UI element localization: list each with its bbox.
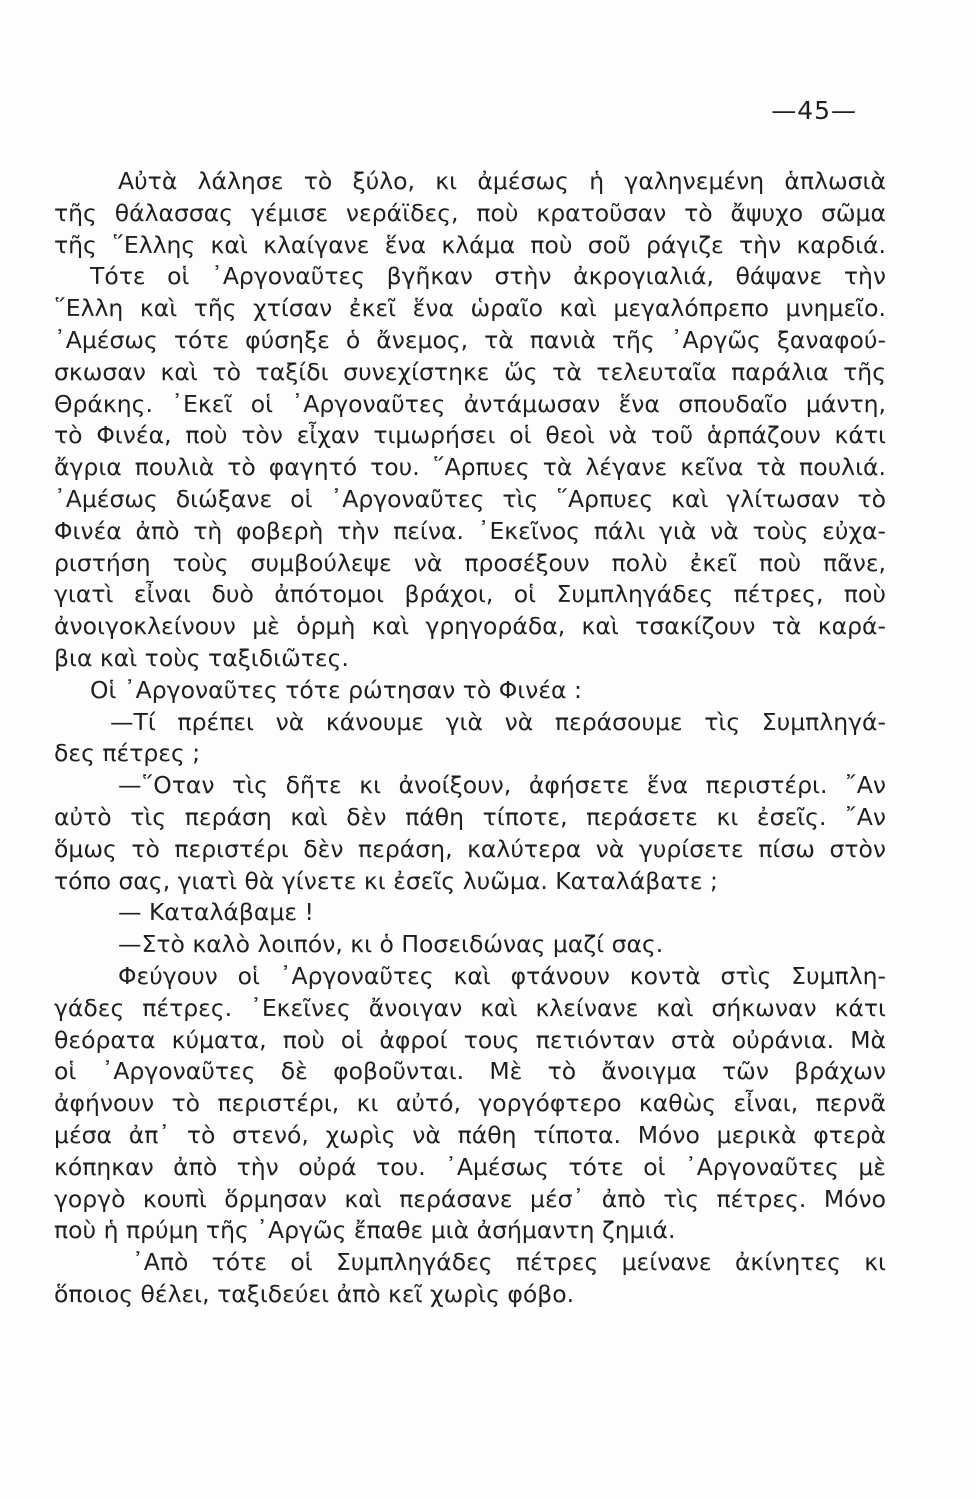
text-line: ᾽Απὸ τότε οἱ Συμπληγάδες πέτρες μείνανε ἀκίνητες κι (132, 1248, 886, 1277)
story-text (54, 166, 886, 1311)
text-line: τὸ Φινέα, ποὺ τὸν εἶχαν τιμωρήσει οἱ θεοὶ νὰ τοῦ ἁρπάζουν κάτι (54, 421, 886, 450)
text-line: ᾽Αμέσως διώξανε οἱ ᾽Αργοναῦτες τὶς ῞Αρπυες καὶ γλίτωσαν τὸ (54, 484, 886, 513)
text-line: Φεύγουν οἱ ᾽Αργοναῦτες καὶ φτάνουν κοντὰ στὶς Συμπλη- (118, 961, 886, 990)
text-line: βια καὶ τοὺς ταξιδιῶτες. (54, 643, 349, 672)
text-line: τῆς θάλασσας γέμισε νεράϊδες, ποὺ κρατοῦσαν τὸ ἄψυχο σῶμα (54, 198, 886, 227)
text-line: οἱ ᾽Αργοναῦτες δὲ φοβοῦνται. Μὲ τὸ ἄνοιγμα τῶν βράχων (54, 1057, 886, 1086)
text-line: θεόρατα κύματα, ποὺ οἱ ἀφροί τους πετιόνταν στὰ οὐράνια. Μὰ (54, 1025, 886, 1054)
text-line: γάδες πέτρες. ᾽Εκεῖνες ἄνοιγαν καὶ κλείνανε καὶ σήκωναν κάτι (54, 993, 886, 1022)
text-line: τῆς ῞Ελλης καὶ κλαίγανε ἕνα κλάμα ποὺ σοῦ ράγιζε τὴν καρδιά. (54, 230, 886, 259)
text-line: τόπο σας, γιατὶ θὰ γίνετε κι ἐσεῖς λυῶμα. Καταλάβατε ; (54, 866, 718, 895)
text-line: ποὺ ἡ πρύμη τῆς ᾽Αργῶς ἔπαθε μιὰ ἀσήμαντη ζημιά. (54, 1216, 676, 1245)
text-line: ᾽Αμέσως τότε φύσηξε ὁ ἄνεμος, τὰ πανιὰ τῆς ᾽Αργῶς ξαναφού- (54, 325, 886, 354)
text-line: μέσα ἀπ᾽ τὸ στενό, χωρὶς νὰ πάθη τίποτα. Μόνο μερικὰ φτερὰ (54, 1120, 886, 1149)
text-line: αὐτὸ τὶς περάση καὶ δὲν πάθη τίποτε, περάσετε κι ἐσεῖς. ῎Αν (54, 802, 886, 831)
text-line: Τότε οἱ ᾽Αργοναῦτες βγῆκαν στὴν ἀκρογιαλιά, θάψανε τὴν (90, 262, 886, 291)
text-line: ἀφήνουν τὸ περιστέρι, κι αὐτό, γοργόφτερο καθὼς εἶναι, περνᾶ (54, 1089, 886, 1118)
text-line: Φινέα ἀπὸ τὴ φοβερὴ τὴν πείνα. ᾽Εκεῖνος πάλι γιὰ νὰ τοὺς εὐχα- (54, 516, 886, 545)
text-line: —Στὸ καλὸ λοιπόν, κι ὁ Ποσειδώνας μαζί σας. (118, 930, 664, 959)
text-line: Αὐτὰ λάλησε τὸ ξύλο, κι ἀμέσως ἡ γαληνεμένη ἁπλωσιὰ (118, 167, 886, 195)
text-line: ὅποιος θέλει, ταξιδεύει ἀπὸ κεῖ χωρὶς φόβο. (54, 1279, 575, 1308)
text-line: γιατὶ εἶναι δυὸ ἀπότομοι βράχοι, οἱ Συμπληγάδες πέτρες, ποὺ (54, 580, 886, 609)
text-line: δες πέτρες ; (54, 739, 201, 768)
page-number: —45— (771, 96, 857, 125)
text-line: σκωσαν καὶ τὸ ταξίδι συνεχίστηκε ὥς τὰ τελευταῖα παράλια τῆς (54, 357, 886, 386)
text-line: γοργὸ κουπὶ ὅρμησαν καὶ περάσανε μέσ᾽ ἀπὸ τὶς πέτρες. Μόνο (54, 1184, 886, 1213)
text-line: ῞Ελλη καὶ τῆς χτίσαν ἐκεῖ ἕνα ὡραῖο καὶ μεγαλόπρεπο μνημεῖο. (54, 294, 886, 323)
text-line: κόπηκαν ἀπὸ τὴν οὐρά του. ᾽Αμέσως τότε οἱ ᾽Αργοναῦτες μὲ (54, 1152, 886, 1181)
text-line: —Τί πρέπει νὰ κάνουμε γιὰ νὰ περάσουμε τὶς Συμπληγά- (110, 707, 886, 736)
text-line: Οἱ ᾽Αργοναῦτες τότε ρώτησαν τὸ Φινέα : (90, 675, 582, 704)
text-line: —῞Οταν τὶς δῆτε κι ἀνοίξουν, ἀφήσετε ἕνα περιστέρι. ῎Αν (118, 771, 886, 800)
text-line: — Καταλάβαμε ! (118, 898, 314, 927)
text-line: ἀνοιγοκλείνουν μὲ ὁρμὴ καὶ γρηγοράδα, καὶ τσακίζουν τὰ καρά- (54, 612, 886, 641)
text-line: ἄγρια πουλιὰ τὸ φαγητό του. ῞Αρπυες τὰ λέγανε κεῖνα τὰ πουλιά. (54, 453, 886, 482)
text-line: ὅμως τὸ περιστέρι δὲν περάση, καλύτερα νὰ γυρίσετε πίσω στὸν (54, 834, 886, 863)
text-line: ριστήση τοὺς συμβούλεψε νὰ προσέξουν πολὺ ἐκεῖ ποὺ πᾶνε, (54, 548, 886, 577)
text-line: Θράκης. ᾽Εκεῖ οἱ ᾽Αργοναῦτες ἀντάμωσαν ἕνα σπουδαῖο μάντη, (54, 389, 886, 418)
